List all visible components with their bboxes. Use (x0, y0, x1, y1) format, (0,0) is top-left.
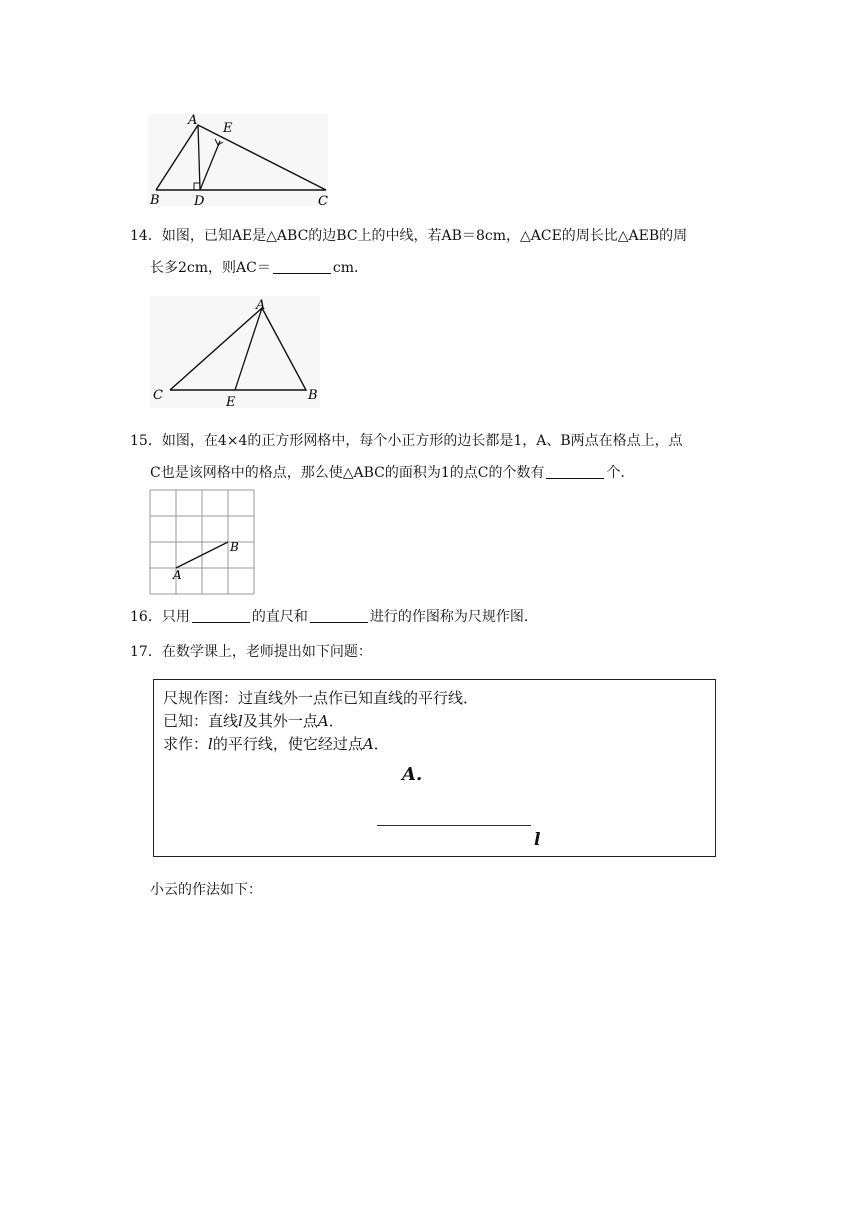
line-l (377, 825, 531, 826)
figure-13-triangle (143, 110, 333, 210)
point-A-letter: A (402, 764, 416, 785)
box-line3-pre: 求作： (163, 735, 209, 753)
q17-after-text: 小云的作法如下： (150, 882, 262, 898)
q15-line2 (150, 463, 634, 483)
q14-line2 (150, 258, 368, 278)
line-l-label: l (534, 830, 541, 850)
q17-problem-box (153, 679, 716, 857)
q15-text-line2-pre: C也是该网格中的格点，那么使△ABC的面积为1的点C的个数有 (150, 465, 545, 481)
q14-text-line2-post: cm． (332, 260, 368, 276)
box-line3-post: 的平行线，使它经过点 (212, 735, 363, 753)
box-line3-l: l (208, 735, 213, 753)
label-B: B (230, 540, 239, 554)
box-line2 (163, 711, 344, 731)
q16-part1: 只用 (161, 609, 190, 625)
q16-number: 16． (130, 609, 162, 625)
box-line2-pre: 已知：直线 (163, 712, 239, 730)
q15-text-line1: 如图，在4×4的正方形网格中，每个小正方形的边长都是1，A、B两点在格点上，点 (161, 433, 683, 449)
q16-blank-2[interactable] (310, 608, 368, 623)
q14-number: 14． (130, 228, 162, 244)
q14-text-line2-pre: 长多2cm，则AC＝ (150, 260, 271, 276)
q15-answer-blank[interactable] (546, 464, 604, 479)
label-A: A (173, 568, 182, 582)
q16-blank-1[interactable] (192, 608, 250, 623)
label-E: E (226, 395, 236, 410)
box-line3 (163, 734, 389, 754)
q17-line (130, 642, 372, 662)
q17-text: 在数学课上，老师提出如下问题： (161, 644, 372, 660)
q16-line (130, 607, 538, 627)
label-E: E (223, 121, 233, 136)
box-line2-A: A (317, 712, 329, 730)
q14-line1 (130, 226, 687, 246)
box-line3-end: ． (373, 735, 389, 753)
label-C: C (153, 388, 163, 403)
label-A: A (256, 298, 266, 313)
figure-15-grid (148, 488, 258, 596)
label-D: D (194, 194, 205, 209)
label-C: C (318, 194, 328, 209)
q14-answer-blank[interactable] (273, 259, 331, 274)
q16-part3: 进行的作图称为尺规作图． (369, 609, 538, 625)
box-line2-post: 及其外一点 (242, 712, 318, 730)
q16-part2: 的直尺和 (251, 609, 308, 625)
label-A: A (188, 113, 198, 128)
label-B: B (308, 388, 318, 403)
point-A-dot: . (415, 764, 423, 785)
figure-14-triangle (148, 294, 323, 410)
box-line3-A: A (362, 735, 374, 753)
q17-number: 17． (130, 644, 162, 660)
box-line1: 尺规作图：过直线外一点作已知直线的平行线． (163, 689, 479, 707)
q15-number: 15． (130, 433, 162, 449)
point-A-label (402, 764, 422, 785)
box-line2-l: l (238, 712, 243, 730)
q14-text-line1: 如图，已知AE是△ABC的边BC上的中线，若AB＝8cm，△ACE的周长比△AEB的周 (161, 228, 688, 244)
q15-line1 (130, 431, 683, 451)
label-B: B (150, 193, 160, 208)
box-line2-end: ． (328, 712, 344, 730)
q15-text-line2-post: 个． (606, 465, 635, 481)
